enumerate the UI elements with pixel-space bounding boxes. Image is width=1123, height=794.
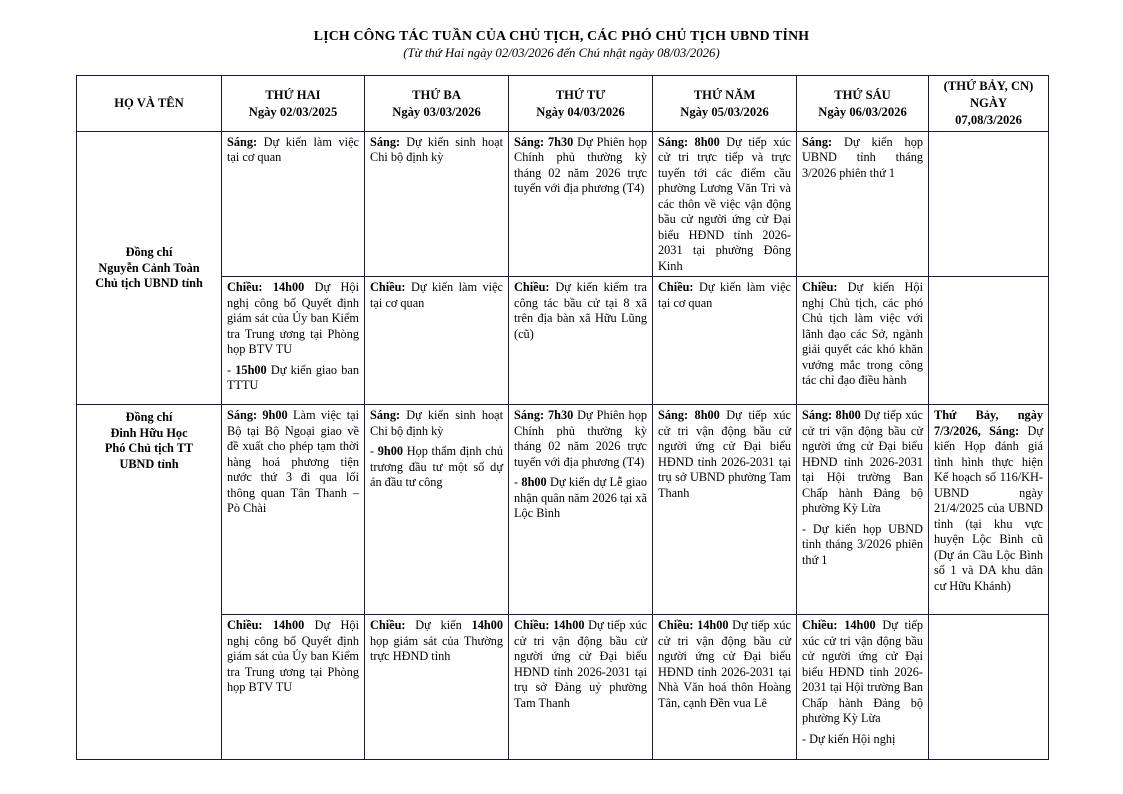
cell-chairman-friday-afternoon: Chiều: Dự kiến Hội nghị Chủ tịch, các phó Chủ tịch làm việc với lãnh đạo các Sở, ngành giải quyết các khó khăn vướng mắc trong công tác chỉ đạo điều hành bbox=[797, 277, 929, 405]
cell-chairman-thursday-morning: Sáng: 8h00 Dự tiếp xúc cử tri trực tiếp và trực tuyến tới các điểm cầu phường Lương Văn Tri và các thôn về việc vận động bầu cử người ứng cử Đại biểu HĐND tỉnh 2026-2031 tại phường Đông Kinh bbox=[653, 132, 797, 277]
schedule-table bbox=[76, 75, 1049, 760]
header-wednesday: THỨ TƯ Ngày 04/03/2026 bbox=[509, 76, 653, 132]
cell-vice-chairman-tuesday-afternoon: Chiều: Dự kiến 14h00 họp giám sát của Thường trực HĐND tỉnh bbox=[365, 615, 509, 760]
chairman-afternoon-row bbox=[77, 277, 1049, 405]
cell-vice-chairman-thursday-afternoon: Chiều: 14h00 Dự tiếp xúc cử tri vận động bầu cử người ứng cử Đại biểu HĐND tỉnh 2026-2031 tại Nhà Văn hoá thôn Hoàng Tân, cạnh Đền vua Lê bbox=[653, 615, 797, 760]
cell-vice-chairman-weekend-morning: Thứ Bảy, ngày 7/3/2026, Sáng: Dự kiến Họp đánh giá tình hình thực hiện Kế hoạch số 116/KH-UBND ngày 21/4/2025 của UBND tỉnh (tại khu vực huyện Lộc Bình cũ (Dự án Cầu Lộc Bình số 1 và DA khu dân cư Hữu Khánh) bbox=[929, 405, 1049, 615]
cell-vice-chairman-tuesday-morning: Sáng: Dự kiến sinh hoạt Chi bộ định kỳ - 9h00 Họp thẩm định chủ trương đầu tư một số dự án đầu tư công bbox=[365, 405, 509, 615]
cell-vice-chairman-friday-afternoon: Chiều: 14h00 Dự tiếp xúc cử tri vận động bầu cử người ứng cử Đại biểu HĐND tỉnh 2026-2031 tại Hội trường Ban Chấp hành Đảng bộ phường Kỳ Lừa - Dự kiến Hội nghị bbox=[797, 615, 929, 760]
cell-chairman-friday-morning: Sáng: Dự kiến họp UBND tỉnh tháng 3/2026 phiên thứ 1 bbox=[797, 132, 929, 277]
cell-chairman-tuesday-afternoon: Chiều: Dự kiến làm việc tại cơ quan bbox=[365, 277, 509, 405]
cell-vice-chairman-weekend-afternoon bbox=[929, 615, 1049, 760]
page-subtitle: (Từ thứ Hai ngày 02/03/2026 đến Chú nhật ngày 08/03/2026) bbox=[403, 46, 720, 60]
page-title: LỊCH CÔNG TÁC TUẦN CỦA CHỦ TỊCH, CÁC PHÓ CHỦ TỊCH UBND TỈNH bbox=[313, 28, 810, 43]
header-tuesday: THỨ BA Ngày 03/03/2026 bbox=[365, 76, 509, 132]
header-thursday: THỨ NĂM Ngày 05/03/2026 bbox=[653, 76, 797, 132]
cell-chairman-weekend-morning bbox=[929, 132, 1049, 277]
cell-vice-chairman-thursday-morning: Sáng: 8h00 Dự tiếp xúc cử tri vận động bầu cử người ứng cử Đại biểu HĐND tỉnh 2026-2031 tại trụ sở UBND phường Tam Thanh bbox=[653, 405, 797, 615]
header-row bbox=[77, 76, 1049, 132]
cell-vice-chairman-wednesday-afternoon: Chiều: 14h00 Dự tiếp xúc cử tri vận động bầu cử người ứng cử Đại biểu HĐND tỉnh 2026-2031 tại trụ sở Đảng uỷ phường Tam Thanh bbox=[509, 615, 653, 760]
header-friday: THỨ SÁU Ngày 06/03/2026 bbox=[797, 76, 929, 132]
cell-chairman-weekend-afternoon bbox=[929, 277, 1049, 405]
header-monday: THỨ HAI Ngày 02/03/2025 bbox=[222, 76, 365, 132]
header-weekend: (THỨ BẢY, CN) NGÀY 07,08/3/2026 bbox=[929, 76, 1049, 132]
chairman-morning-row bbox=[77, 132, 1049, 277]
cell-chairman-thursday-afternoon: Chiều: Dự kiến làm việc tại cơ quan bbox=[653, 277, 797, 405]
cell-vice-chairman-monday-morning: Sáng: 9h00 Làm việc tại Bộ tại Bộ Ngoại giao về đề xuất cho phép tạm thời hàng hoá phương tiện nước thứ 3 đi qua lối thông quan Tân Thanh – Pò Chài bbox=[222, 405, 365, 615]
cell-vice-chairman-friday-morning: Sáng: 8h00 Dự tiếp xúc cử tri vận động bầu cử người ứng cử Đại biểu HĐND tỉnh 2026-2031 tại Hội trường Ban Chấp hành Đảng bộ phường Kỳ Lừa - Dự kiến họp UBND tỉnh tháng 3/2026 phiên thứ 1 bbox=[797, 405, 929, 615]
header-name-col: HỌ VÀ TÊN bbox=[77, 76, 222, 132]
cell-chairman-monday-morning: Sáng: Dự kiến làm việc tại cơ quan bbox=[222, 132, 365, 277]
cell-chairman-monday-afternoon: Chiều: 14h00 Dự Hội nghị công bố Quyết định giám sát của Ủy ban Kiểm tra Trung ương tại Phòng họp BTV TU - 15h00 Dự kiến giao ban TTTU bbox=[222, 277, 365, 405]
cell-chairman-wednesday-morning: Sáng: 7h30 Dự Phiên họp Chính phủ thường kỳ tháng 02 năm 2026 trực tuyến với địa phương (T4) bbox=[509, 132, 653, 277]
cell-vice-chairman-wednesday-morning: Sáng: 7h30 Dự Phiên họp Chính phủ thường kỳ tháng 02 năm 2026 trực tuyến với địa phương (T4) - 8h00 Dự kiến dự Lễ giao nhận quân năm 2026 tại xã Lộc Bình bbox=[509, 405, 653, 615]
vice-chairman-morning-row bbox=[77, 405, 1049, 615]
vice-chairman-afternoon-row bbox=[77, 615, 1049, 760]
cell-vice-chairman-monday-afternoon: Chiều: 14h00 Dự Hội nghị công bố Quyết định giám sát của Ủy ban Kiểm tra Trung ương tại Phòng họp BTV TU bbox=[222, 615, 365, 760]
cell-chairman-wednesday-afternoon: Chiều: Dự kiến kiểm tra công tác bầu cử tại 8 xã trên địa bàn xã Hữu Lũng (cũ) bbox=[509, 277, 653, 405]
officer-name-chairman: Đồng chí Nguyễn Cảnh Toàn Chủ tịch UBND tỉnh bbox=[77, 132, 222, 405]
cell-chairman-tuesday-morning: Sáng: Dự kiến sinh hoạt Chi bộ định kỳ bbox=[365, 132, 509, 277]
officer-name-vice-chairman: Đồng chí Đinh Hữu Học Phó Chủ tịch TT UBND tỉnh bbox=[77, 405, 222, 760]
